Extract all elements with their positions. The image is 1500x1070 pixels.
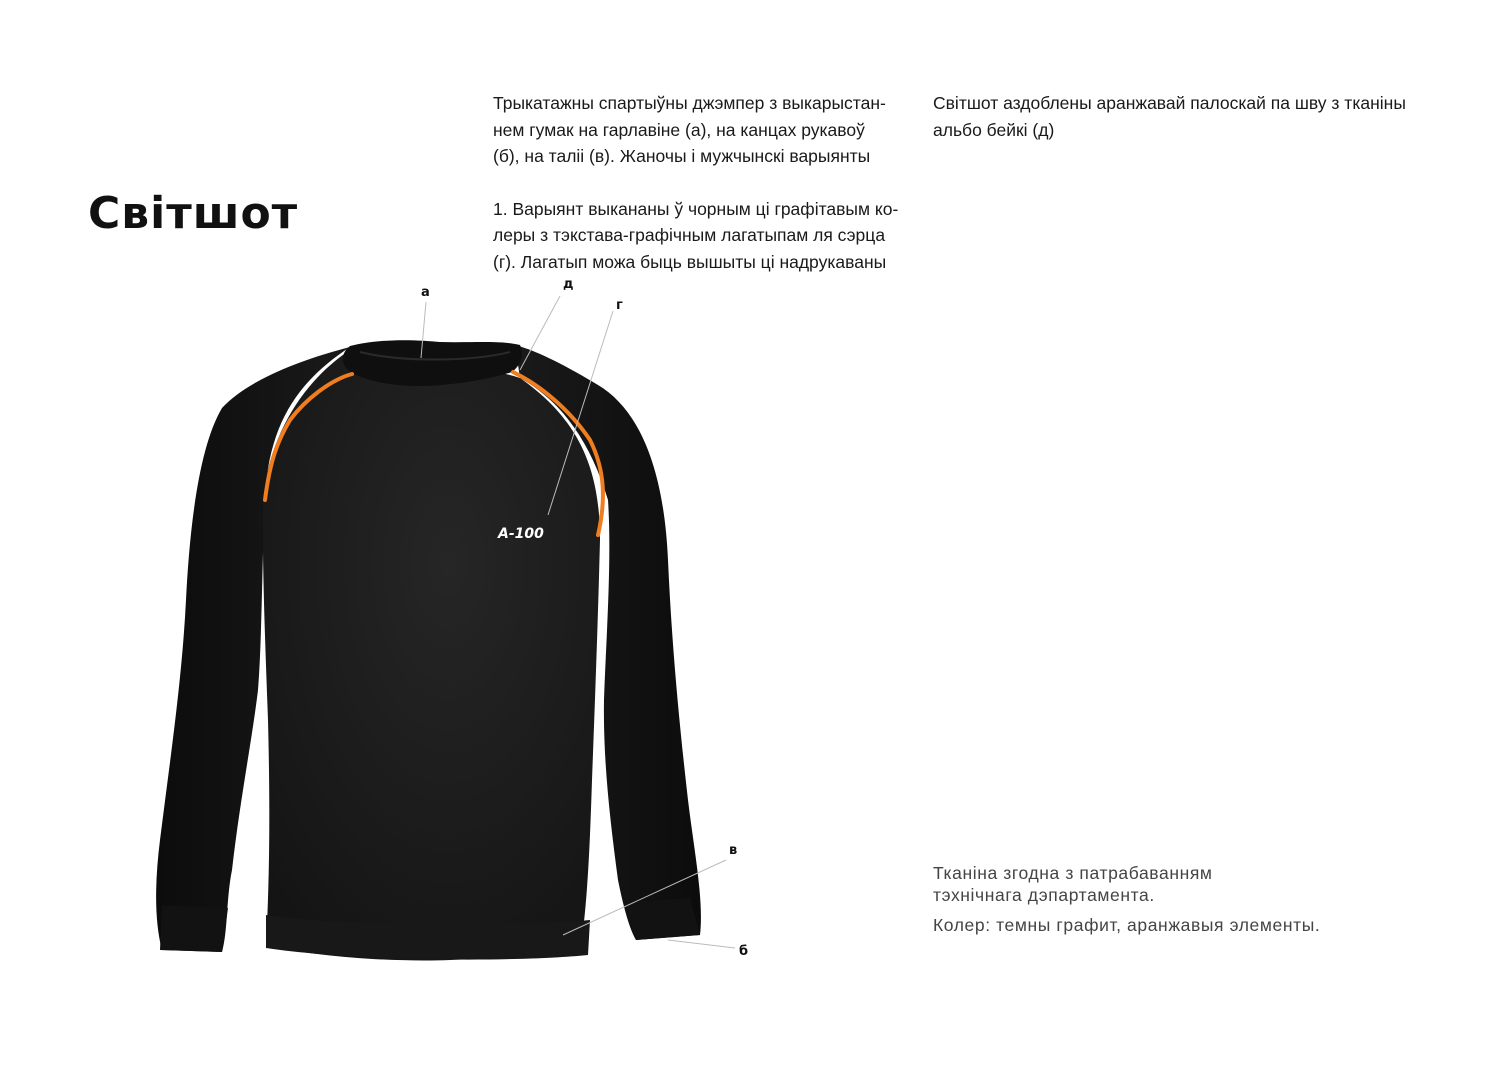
description-side-line: альбо бейкі (д) [933,119,1055,140]
left-cuff [160,905,228,952]
description-line: (б), на таліі (в). Жаночы і мужчынскі варыянты [493,146,871,166]
leader-line-b [668,940,735,948]
description-line: (г). Лагатып можа быць вышыты ці надрукаваны [493,251,887,272]
callout-d: д [563,277,574,292]
description-line: 1. Варыянт выкананы ў чорным ці графітавым ко- [493,198,899,219]
page-title: Світшот [88,188,299,239]
fabric-line: тэхнічнага дэпартамента. [933,885,1155,905]
description-side-line: Світшот аздоблены аранжавай палоскай па шву з тканіны [933,93,1406,113]
description-line: леры з тэкстава-графічным лагатыпам ля сэрца [493,225,886,245]
right-cuff [626,898,700,940]
callout-b: б [739,944,749,959]
description-line: нем гумак на гарлавіне (а), на канцах рукавоў [493,119,865,140]
color-line: Колер: темны графит, аранжавыя элементы. [933,915,1321,935]
body [263,350,600,960]
callout-v: в [729,843,738,858]
description-line: Трыкатажны спартыўны джэмпер з выкарыстан- [493,93,886,113]
callout-g: г [616,298,623,313]
fabric-line: Тканіна згодна з патрабаванням [933,863,1213,883]
callout-a: а [421,285,430,300]
chest-logo: A-100 [498,526,544,542]
